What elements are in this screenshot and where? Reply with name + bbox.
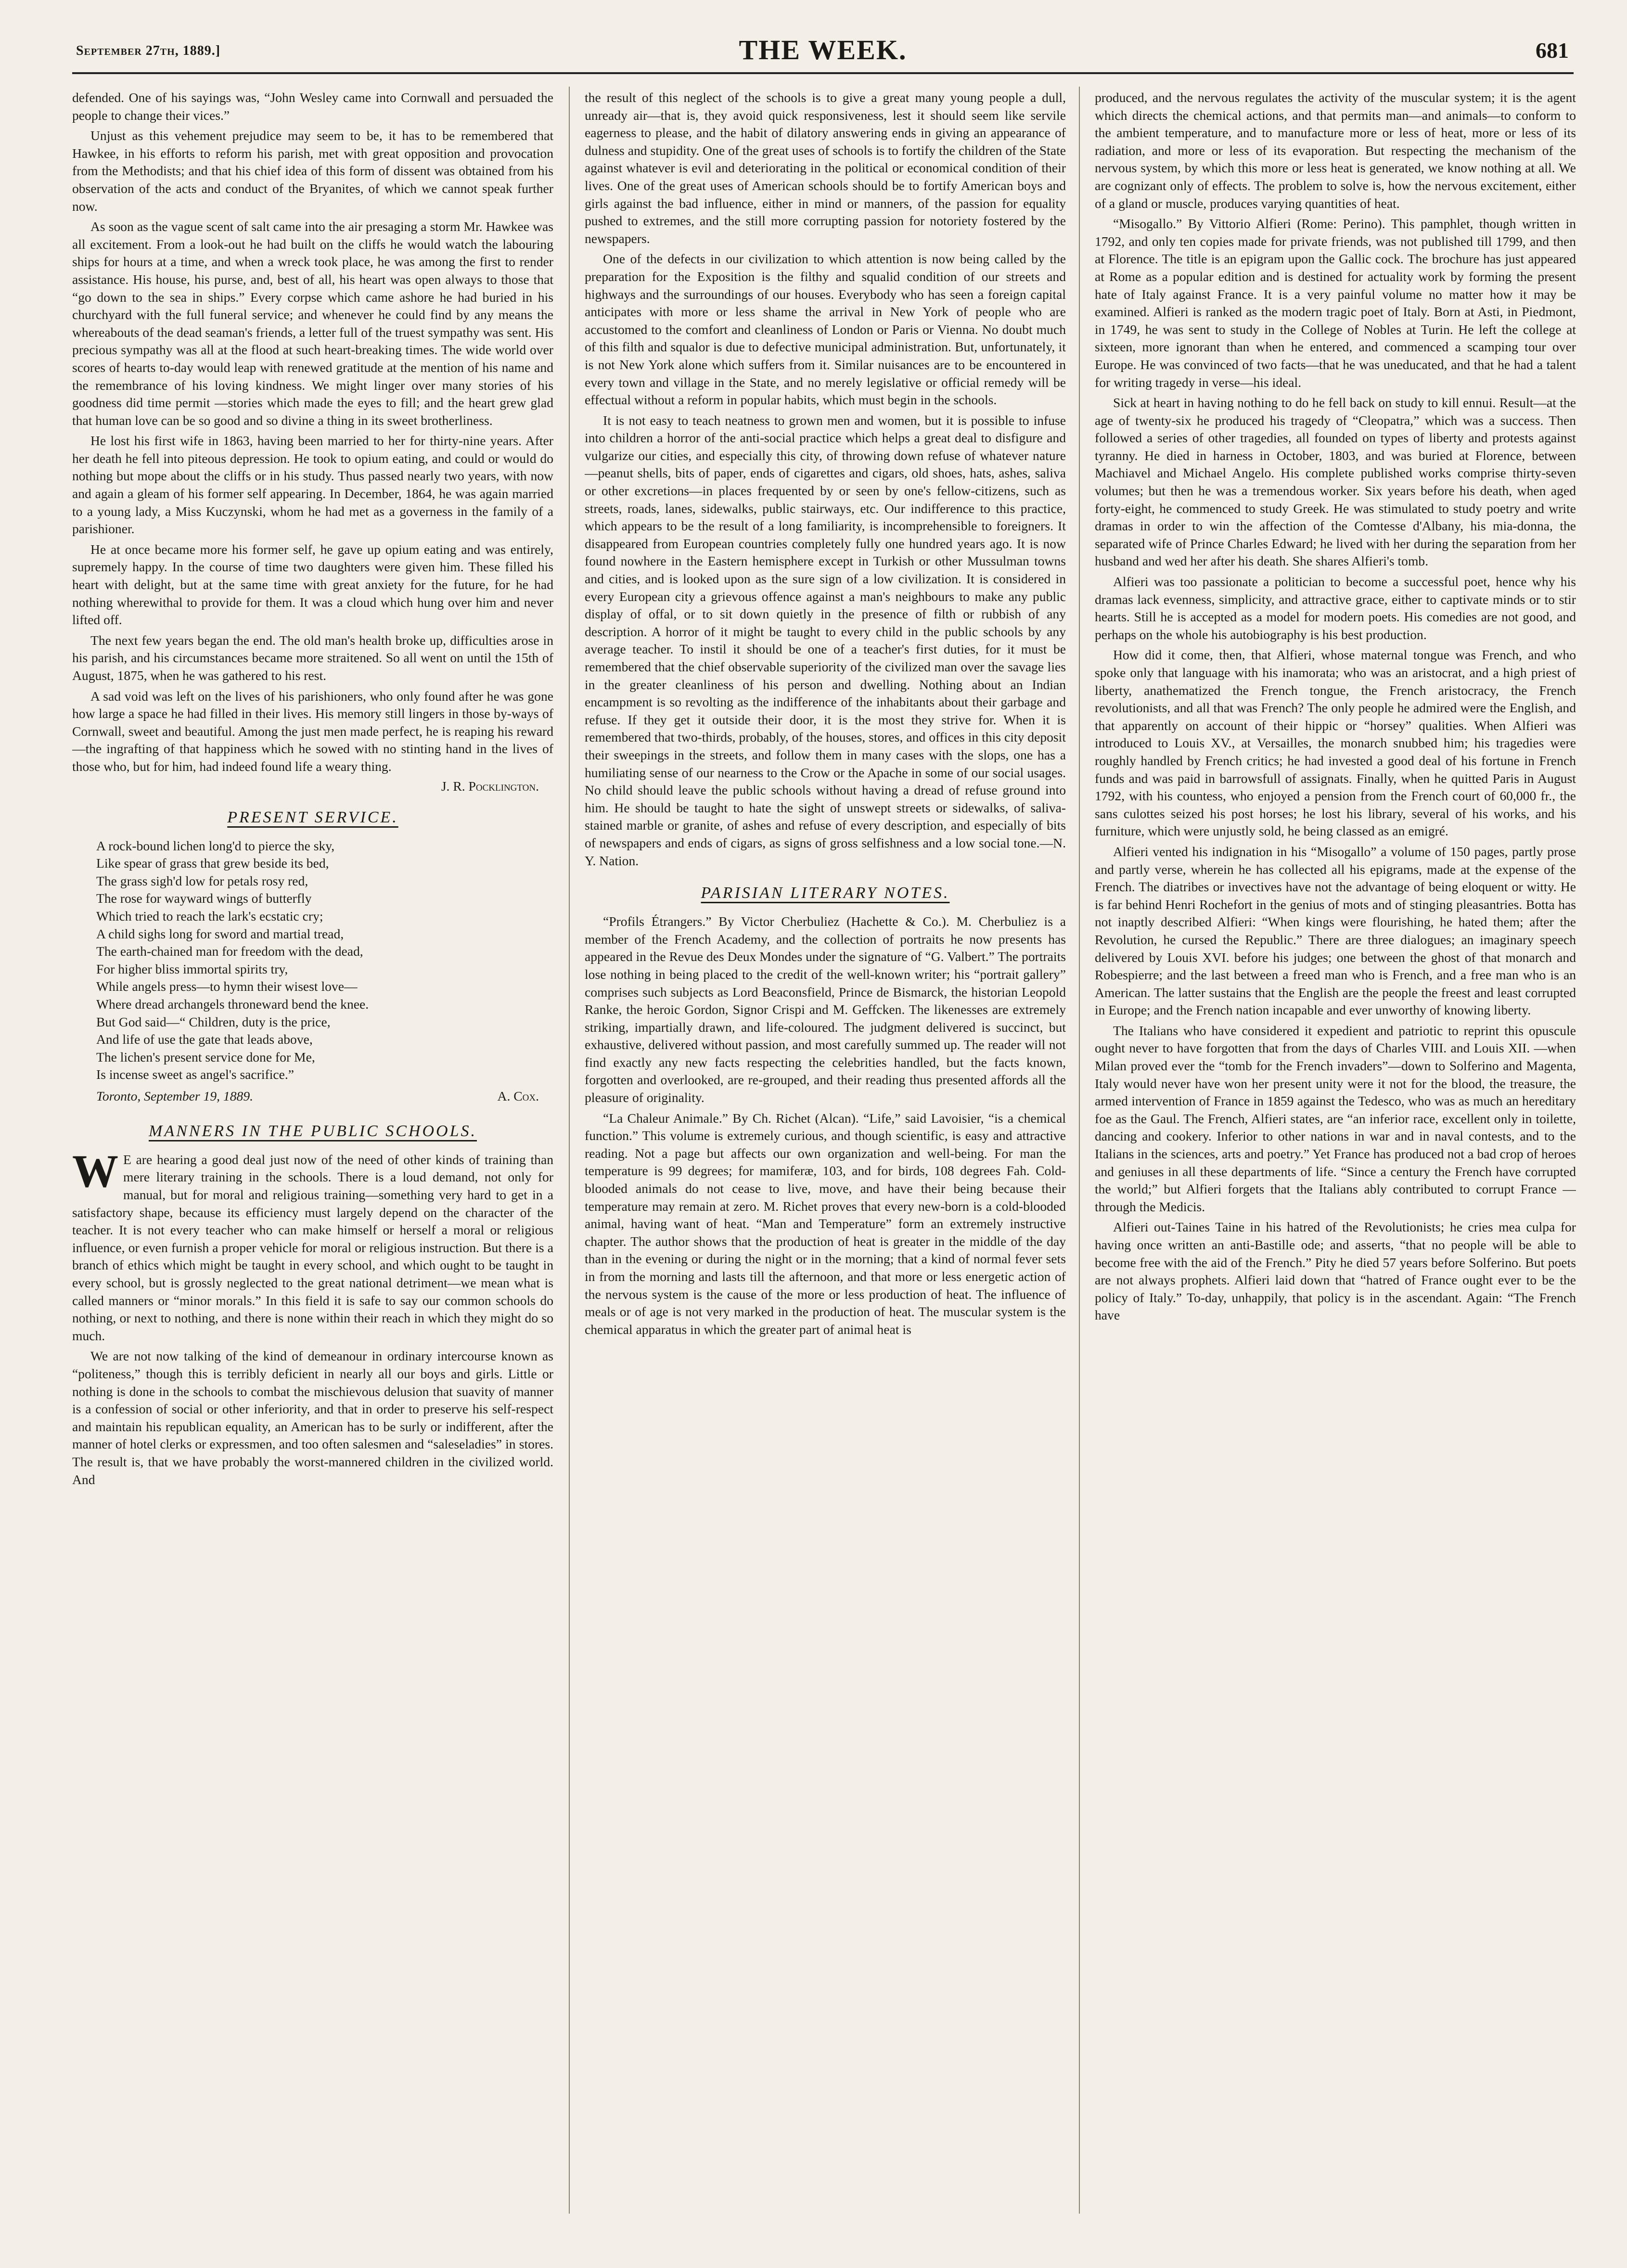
article-paragraph: We are not now talking of the kind of demeanour in ordinary intercourse known as “politeness,” though this is terribly deficient in nearly all our boys and girls. Little or nothing is done in the schools to combat the mischievous delusion that suavity of manner is a confession of social or other inferiority, and that in order to preserve his self-respect and maintain his republican equality, an American has to be surly or indifferent, after the manner of hotel clerks or expressmen, and too often salesmen and “saleseladies” in stores. The result is, that we have probably the worst-mannered children in the civilized world. And xyxy=(72,1348,553,1487)
column-1 xyxy=(72,89,553,2221)
page-number: 681 xyxy=(1536,38,1569,63)
article-title: PARISIAN LITERARY NOTES. xyxy=(701,884,950,902)
paragraph-text: E are hearing a good deal just now of the need of other kinds of training than mere literary training in the schools. There is a loud demand, not only for manual, but for moral and religious training—something very hard to get in a satisfactory shape, because its efficiency must largely depend on the character of the teacher. It is not every teacher who can make himself or herself a moral or religious influence, or even furnish a proper vehicle for moral or religious instruction. But there is a branch of ethics which might be taught in every school, and which ought to be taught in every school, but is grossly neglected to the great national detriment—we mean what is called manners or “minor morals.” In this field it is safe to say our common schools do nothing, or next to nothing, and there is none within their reach in which they might do so much. xyxy=(72,1152,553,1343)
poem-line: A child sighs long for sword and martial tread, xyxy=(96,926,344,941)
poem-author: A. Cox. xyxy=(497,1088,539,1103)
poem xyxy=(96,837,553,1084)
poem-line: Which tried to reach the lark's ecstatic cry; xyxy=(96,908,323,923)
page-header xyxy=(72,34,1574,74)
column-divider xyxy=(569,87,570,2214)
column-divider xyxy=(1079,87,1080,2214)
poem-line: While angels press—to hymn their wisest love— xyxy=(96,979,358,994)
article-paragraph: A sad void was left on the lives of his parishioners, who only found after he was gone how large a space he had filled in their lives. His memory still lingers in those by-ways of Cornwall, sweet and beautiful. Among the just men made perfect, he is reaping his reward—the ingrafting of that happiness which he sowed with no stinting hand in the lives of those who, but for him, had indeed found life a weary thing. xyxy=(72,688,553,774)
article-paragraph: produced, and the nervous regulates the activity of the muscular system; it is the agent which directs the chemical actions, and that permits man—and animals—to conform to the ambient temperature, and to manufacture more or less of heat, more or less of its radiation, and more or less of its evaporation. But respecting the mechanism of the nervous system, by which this more or less heat is generated, we know nothing at all. We are cognizant only of effects. The problem to solve is, how the nervous excitement, either of a gland or muscle, produces varying quantities of heat. xyxy=(1095,90,1576,211)
article-paragraph: The Italians who have considered it expedient and patriotic to reprint this opuscule ought never to have forgotten that from the days of Charles VIII. and Louis XII. —when Milan proved ever the “tomb for the French invaders”—down to Solferino and Magenta, Italy would never have won her present unity were it not for the blood, the treasure, the armed intervention of France in 1859 against the Tedesco, who was as much an hereditary foe as the Gaul. The French, Alfieri states, are “an inferior race, excellent only in toilette, dancing and cookery. Inferior to other nations in war and in naval contests, and to the Italians in the sciences, arts and poetry.” Yet France has produced not a bad crop of heroes and geniuses in all these departments of life. “Since a century the French have corrupted the world;” but Alfieri forgets that the Italians ably contributed to corrupt France —through the Medicis. xyxy=(1095,1023,1576,1214)
article-paragraph: As soon as the vague scent of salt came into the air presaging a storm Mr. Hawkee was all excitement. From a look-out he had built on the cliffs he would watch the labouring ships for hours at a time, and when a wreck took place, he was among the first to render assistance. His house, his purse, and, best of all, his heart was open always to those that “go down to the sea in ships.” Every corpse which came ashore he had buried in his churchyard with the full funeral service; and whenever he could find by any means the whereabouts of the dead seaman's friends, a letter full of the truest sympathy was sent. His precious sympathy was all at the flood at such heart-breaking times. The wide world over scores of hearts to-day would leap with renewed gratitude at the mention of his name and the remembrance of his loving kindness. We might linger over many stories of his goodness did time permit —stories which made the eyes to fill; and the heart grew glad that human love can be so good and so divine a thing in its sweet brotherliness. xyxy=(72,219,553,428)
poem-line: And life of use the gate that leads above, xyxy=(96,1032,313,1047)
poem-title: PRESENT SERVICE. xyxy=(227,808,398,826)
article-signature: J. R. Pocklington. xyxy=(441,778,539,794)
poem-line: The grass sigh'd low for petals rosy red, xyxy=(96,873,308,888)
newspaper-page xyxy=(72,34,1574,2228)
article-paragraph: It is not easy to teach neatness to grown men and women, but it is possible to infuse into children a horror of the anti-social practice which helps a great deal to disfigure and vulgarize our cities, and especially this city, of throwing down refuse of whatever nature—peanut shells, bits of paper, ends of cigarettes and cigars, old shoes, hats, ashes, saliva or other excretions—in places frequented by or seen by one's fellow-citizens, such as streets, roads, lanes, sidewalks, public stairways, etc. Our indifference to this practice, which appears to be the result of a long familiarity, is incomprehensible to foreigners. It disappeared from European countries completely fully one hundred years ago. It is now found nowhere in the Eastern hemisphere except in Turkish or other Mussulman towns and cities, and is looked upon as the sure sign of a low civilization. It is considered in every European city a grievous offence against a man's neighbours to make any public display of offal, or to sit down quietly in the presence of filth or rubbish of any description. A horror of it might be taught to every child in the public schools by any average teacher. To instil it should be one of a teacher's first duties, for it must be remembered that the chief observable superiority of the civilized man over the savage lies in the greater cleanliness of his person and dwelling. Nothing about an Indian encampment is so revolting as the indifference of the inhabitants about their garbage and refuse. If they get it outside their door, it is the most they strive for. When it is remembered that two-thirds, probably, of the houses, stores, and offices in this city deposit their sweepings in the streets, and follow them in many cases with the slops, one has a humiliating sense of our nearness to the Crow or the Apache in some of our social usages. No child should leave the public schools without having a dread of refuse ground into him. He should be taught to hate the sight of unswept streets or sidewalks, of saliva-stained marble or granite, of ashes and refuse of every description, and especially of bits of newspapers and ends of cigars, as signs of gross selfishness and a low social tone.—N. Y. Nation. xyxy=(585,412,1066,868)
article-paragraph: “Profils Étrangers.” By Victor Cherbuliez (Hachette & Co.). M. Cherbuliez is a member of the French Academy, and the collection of portraits he now presents has appeared in the Revue des Deux Mondes under the signature of “G. Valbert.” The portraits lose nothing in being placed to the credit of the well-known writer; his “portrait gallery” comprises such subjects as Lord Beaconsfield, Prince de Bismarck, the historian Leopold Ranke, the heroic Gordon, Signor Crispi and M. Geffcken. The likenesses are extremely striking, impartially drawn, and life-coloured. The judgment delivered is succinct, but exhaustive, delivered without passion, and most carefully summed up. The reader will not find exactly any new facts respecting the celebrities handled, but the facts known, forgotten and overlooked, are re-grouped, and their reading thus presented affords all the pleasure of originality. xyxy=(585,914,1066,1105)
drop-cap: W xyxy=(72,1145,118,1197)
poem-line: The rose for wayward wings of butterfly xyxy=(96,891,312,906)
article-paragraph: Alfieri out-Taines Taine in his hatred of the Revolutionists; he cries mea culpa for having once written an anti-Bastille ode; and asserts, “that no people will be able to become free with the aid of the French.” Pity he died 57 years before Solferino. But poets are not always prophets. Alfieri laid down that “hatred of France ought ever to be the policy of Italy.” To-day, unhappily, that policy is in the ascendant. Again: “The French have xyxy=(1095,1219,1576,1323)
article-paragraph: He lost his first wife in 1863, having been married to her for thirty-nine years. After her death he fell into piteous depression. He took to opium eating, and could or would do nothing but mope about the cliffs or in his study. Thus passed nearly two years, with now and again a gleam of his former self appearing. In December, 1864, he was again married to a young lady, a Miss Kuczynski, whom he had met as a governess in the family of a parishioner. xyxy=(72,433,553,537)
poem-line: A rock-bound lichen long'd to pierce the sky, xyxy=(96,838,335,853)
column-2 xyxy=(585,89,1066,2221)
poem-line: For higher bliss immortal spirits try, xyxy=(96,961,288,976)
poem-line: The lichen's present service done for Me, xyxy=(96,1049,315,1064)
article-paragraph: The next few years began the end. The old man's health broke up, difficulties arose in his parish, and his circumstances became more straitened. So all went on until the 15th of August, 1875, when he was gathered to his rest. xyxy=(72,632,553,683)
poem-line: Where dread archangels throneward bend the knee. xyxy=(96,996,369,1012)
poem-line: Like spear of grass that grew beside its bed, xyxy=(96,856,329,871)
poem-line: Is incense sweet as angel's sacrifice.” xyxy=(96,1067,295,1082)
article-paragraph: defended. One of his sayings was, “John Wesley came into Cornwall and persuaded the people to change their vices.” xyxy=(72,90,553,123)
article-paragraph xyxy=(72,1145,553,1345)
poem-line: The earth-chained man for freedom with the dead, xyxy=(96,944,363,959)
article-paragraph: He at once became more his former self, he gave up opium eating and was entirely, supremely happy. In the course of time two daughters were given him. These filled his heart with delight, but at the same time with great anxiety for the future, for he had nothing wherewithal to provide for them. It was a cloud which hung over him and never lifted off. xyxy=(72,541,553,628)
poem-credit xyxy=(72,1089,553,1108)
article-paragraph: “Misogallo.” By Vittorio Alfieri (Rome: Perino). This pamphlet, though written in 1792, and only ten copies made for private friends, was not published till 1799, and then at Florence. The title is an epigram upon the Gallic cock. The brochure has just appeared at Rome as a popular edition and is destined for actuality work by forming the present hate of Italy against France. It is a very painful volume no matter how it may be examined. Alfieri is ranked as the modern tragic poet of Italy. Born at Asti, in Piedmont, in 1749, he was sent to study in the College of Nobles at Turin. He left the college at sixteen, more ignorant than when he entered, and commenced a scamping tour over Europe. He was convinced of two facts—that he was uneducated, and that he had a talent for writing tragedy in verse—his ideal. xyxy=(1095,216,1576,390)
article-paragraph: Alfieri was too passionate a politician to become a successful poet, hence why his dramas lack evenness, simplicity, and attractive grace, either to captivate minds or to stir hearts. Still he is accepted as a model for modern poets. His comedies are not good, and perhaps on the whole his autobiography is his best production. xyxy=(1095,574,1576,642)
poem-place-date: Toronto, September 19, 1889. xyxy=(96,1088,254,1103)
article-paragraph: “La Chaleur Animale.” By Ch. Richet (Alcan). “Life,” said Lavoisier, “is a chemical function.” This volume is extremely curious, and though scientific, is easy and attractive reading. Not a page but affects our own organization and well-being. For man the temperature is 99 degrees; for mamiferæ, 103, and for birds, 108 degrees Fah. Cold-blooded animals do not cease to live, move, and have their being because their temperature may remain at zero. M. Richet proves that every new-born is a cold-blooded animal, having want of heat. “Man and Temperature” form an extremely instructive chapter. The author shows that the production of heat is greater in the middle of the day than in the evening or during the night or in the morning; that a kind of normal fever sets in from the morning and lasts till the afternoon, and that more or less energetic action of the nervous system is the cause of the more or less production of heat. The influence of meals or of age is not very marked in the production of heat. The muscular system is the chemical apparatus in which the greater part of animal heat is xyxy=(585,1110,1066,1337)
article-title: MANNERS IN THE PUBLIC SCHOOLS. xyxy=(149,1122,477,1140)
article-paragraph: Sick at heart in having nothing to do he fell back on study to kill ennui. Result—at the age of twenty-six he produced his tragedy of “Cleopatra,” which was a success. Then followed a series of other tragedies, all founded on types of liberty and protests against tyranny. He died in harness in October, 1803, and was buried at Florence, between Machiavel and Michael Angelo. His complete published works comprise thirty-seven volumes; but then he was a tremendous worker. Six years before his death, when aged forty-eight, he commenced to study Greek. He was stimulated to study poetry and write dramas in order to win the affection of the Comtesse d'Albany, his mia-donna, the separated wife of Prince Charles Edward; he lived with her during the separation from her husband and wed her after his death. She shares Alfieri's tomb. xyxy=(1095,395,1576,569)
article-paragraph: Unjust as this vehement prejudice may seem to be, it has to be remembered that Hawkee, in his efforts to reform his parish, met with great opposition and provocation from the Methodists; and that his chief idea of this form of dissent was obtained from his observation of the acts and conduct of the Bryanites, of which we cannot speak further now. xyxy=(72,128,553,214)
poem-line: But God said—“ Children, duty is the price, xyxy=(96,1014,331,1029)
article-paragraph: How did it come, then, that Alfieri, whose maternal tongue was French, and who spoke only that language with his inamorata; who was an aristocrat, and a high priest of liberty, anathematized the French tongue, the French aristocracy, the French revolutionists, and all that was French? The only people he admired were the English, and that apparently on account of their hippic or “horsey” qualities. When Alfieri was introduced to Louis XV., at Versailles, the monarch snubbed him; his tragedies were roughly handled by French critics; he had invested a good deal of his fortune in French funds and was paid in barrowsfull of assignats. Finally, when he quitted Paris in August 1792, with his countess, who enjoyed a pension from the French court of 60,000 fr., the sans culottes seized his post horses; he lost his library, several of his works, and his furniture, which were unjustly sold, he being classed as an emigré. xyxy=(1095,647,1576,839)
issue-date: September 27th, 1889.] xyxy=(76,43,221,58)
article-paragraph: Alfieri vented his indignation in his “Misogallo” a volume of 150 pages, partly prose and partly verse, wherein he has collected all his epigrams, made at the expense of the French. The diatribes or invectives have not the advantage of being eloquent or witty. He is far behind Henri Rochefort in the genius of mots and of stinging pleasantries. Botta has not inaptly described Alfieri: “When kings were flourishing, he hated them; after the Revolution, he cursed the Republic.” There are three dialogues; an imaginary speech delivered by Louis XVI. before his judges; one between the ghost of that monarch and Robespierre; and the last between a freed man who is French, and a free man who is an American. The latter sustains that the English are the people the freest and least corrupted in Europe; and the French nation incapable and ever unworthy of knowing liberty. xyxy=(1095,844,1576,1018)
article-paragraph: One of the defects in our civilization to which attention is now being called by the preparation for the Exposition is the filthy and squalid condition of our streets and highways and the surroundings of our houses. Everybody who has seen a foreign capital anticipates with more or less shame the arrival in New York of people who are accustomed to the comfort and cleanliness of London or Paris or Vienna. No doubt much of this filth and squalor is due to defective municipal administration. But, unfortunately, it is not New York alone which suffers from it. Similar nuisances are to be encountered in every town and village in the State, and no merely legislative or official remedy will be effectual without a reform in popular habits, which must begin in the schools. xyxy=(585,251,1066,408)
article-paragraph: the result of this neglect of the schools is to give a great many young people a dull, unready air—that is, they avoid quick responsiveness, lest it should seem like servile eagerness to please, and the habit of dilatory answering ends in giving an appearance of dulness and stupidity. One of the great uses of schools is to fortify the children of the State against whatever is evil and deteriorating in the political or economical condition of their lives. One of the great uses of American schools should be to fortify American boys and girls against the bad influence, either in mind or manners, of the passion for equality pushed to extremes, and the still more corrupting passion for notoriety fostered by the newspapers. xyxy=(585,90,1066,246)
masthead-title: THE WEEK. xyxy=(739,34,907,65)
column-3 xyxy=(1095,89,1576,2221)
